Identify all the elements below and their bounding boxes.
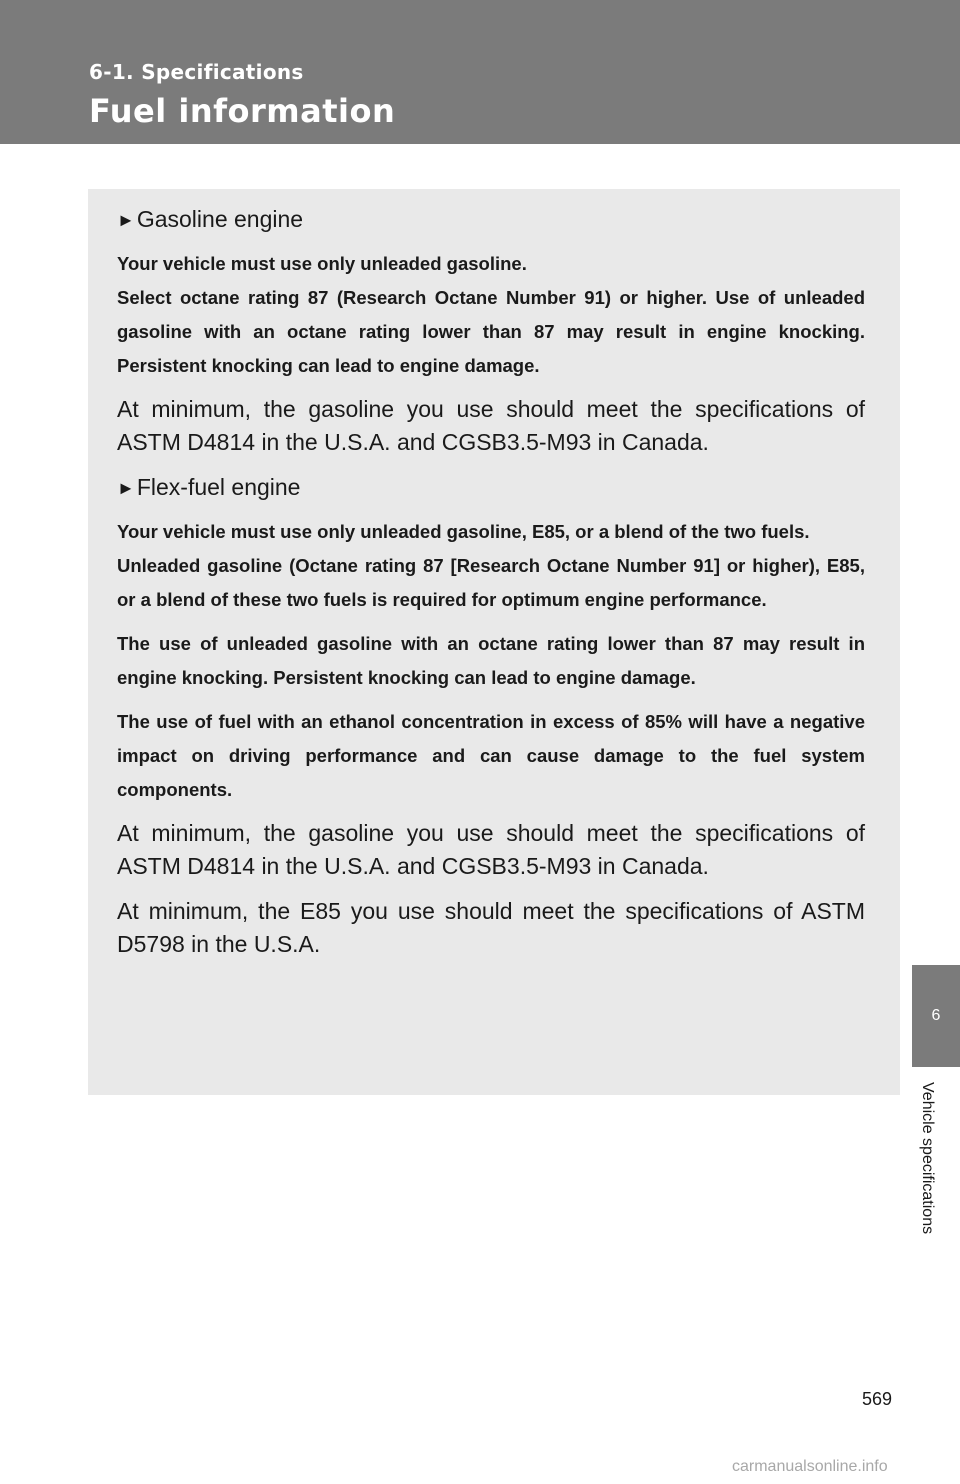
- gasoline-engine-title: Gasoline engine: [136, 206, 304, 232]
- flex-gasoline-spec: At minimum, the gasoline you use should meet the specifications of ASTM D4814 in the U.S.A. and CGSB3.5-M93 in Canada.: [117, 820, 865, 879]
- section-label: 6-1. Specifications: [89, 60, 304, 84]
- gasoline-engine-heading: [117, 203, 865, 237]
- flex-octane-note: Unleaded gasoline (Octane rating 87 [Research Octane Number 91] or higher), E85, or a blend of these two fuels is required for optimum engine performance.: [117, 555, 865, 610]
- flex-fuel-engine-title: Flex-fuel engine: [136, 474, 301, 500]
- gasoline-octane-note: Select octane rating 87 (Research Octane Number 91) or higher. Use of unleaded gasoline with an octane rating lower than 87 may result in engine knocking. Persistent knocking can lead to engine damage.: [117, 287, 865, 376]
- triangle-right-icon: ►: [117, 210, 135, 230]
- fuel-info-box: [88, 189, 900, 1095]
- gasoline-requirement: Your vehicle must use only unleaded gasoline.: [117, 253, 527, 274]
- flex-requirement: Your vehicle must use only unleaded gasoline, E85, or a blend of the two fuels.: [117, 521, 810, 542]
- triangle-right-icon: ►: [117, 478, 135, 498]
- flex-fuel-engine-heading: [117, 471, 865, 505]
- chapter-tab: 6: [912, 965, 960, 1067]
- gasoline-spec: At minimum, the gasoline you use should meet the specifications of ASTM D4814 in the U.S.A. and CGSB3.5-M93 in Canada.: [117, 396, 865, 455]
- chapter-tab-label: Vehicle specifications: [919, 1082, 936, 1235]
- watermark: carmanualsonline.info: [732, 1458, 888, 1475]
- page-title: Fuel information: [89, 92, 396, 130]
- page-header: [0, 0, 960, 144]
- flex-e85-spec: At minimum, the E85 you use should meet the specifications of ASTM D5798 in the U.S.A.: [117, 898, 865, 957]
- flex-knocking-note: The use of unleaded gasoline with an octane rating lower than 87 may result in engine knocking. Persistent knocking can lead to engine damage.: [117, 633, 865, 688]
- page-number: 569: [862, 1389, 893, 1409]
- flex-ethanol-note: The use of fuel with an ethanol concentration in excess of 85% will have a negative impact on driving performance and can cause damage to the fuel system components.: [117, 711, 865, 800]
